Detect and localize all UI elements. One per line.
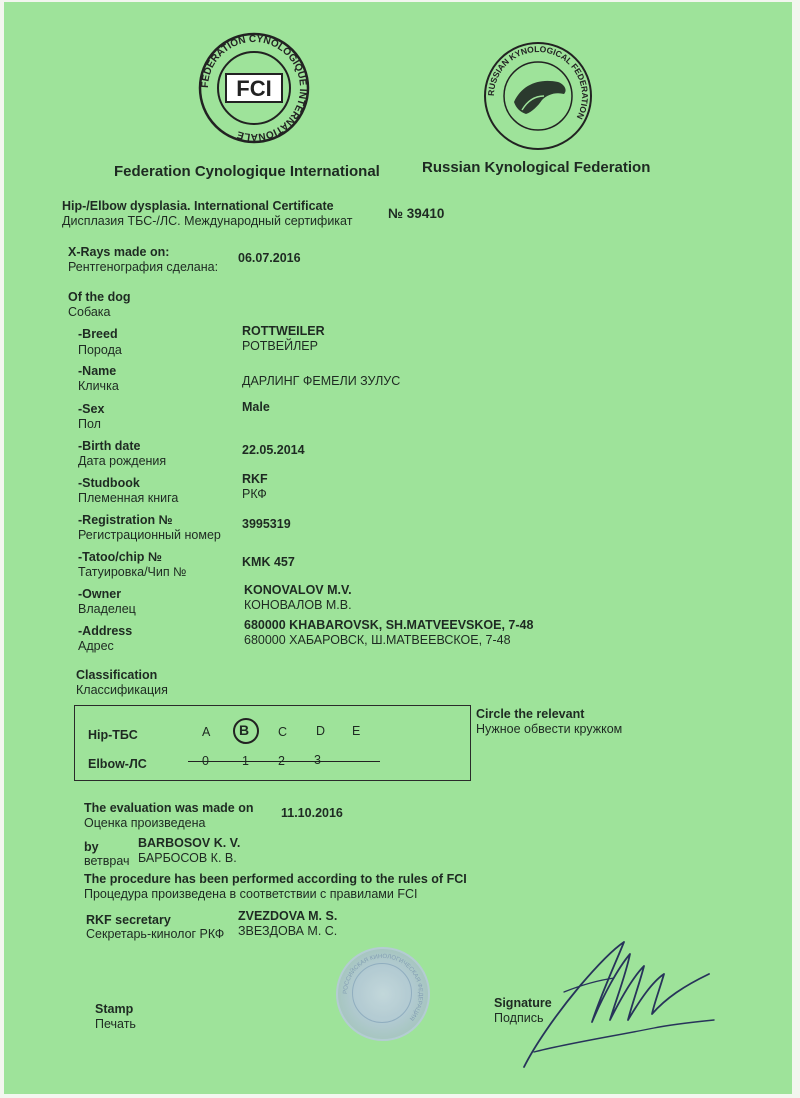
sex-label-en: -Sex [78,402,105,416]
vet-label: ветврач [84,854,130,868]
registration-label-en: -Registration № [78,513,173,527]
hip-grade-a: A [202,725,211,739]
circle-relevant-en: Circle the relevant [476,707,585,721]
registration-label-ru: Регистрационный номер [78,528,221,542]
stamp-label-ru: Печать [95,1017,136,1031]
address-label-en: -Address [78,624,133,638]
rkf-stamp [336,947,430,1041]
hip-grade-d: D [316,724,326,738]
certificate-number: № 39410 [388,206,445,221]
circle-relevant-ru: Нужное обвести кружком [476,722,623,736]
birth-date-label-en: -Birth date [78,439,141,453]
stamp-label-en: Stamp [95,1002,134,1016]
certificate-title-en: Hip-/Elbow dysplasia. International Certificate [62,199,334,213]
owner-label-ru: Владелец [78,602,136,616]
elbow-grade-1: 1 [242,754,249,768]
chip-label-ru: Татуировка/Чип № [78,565,187,579]
handwritten-signature [504,932,734,1082]
chip-label-en: -Tatoo/chip № [78,550,162,564]
fci-logo-text: FCI [236,76,272,101]
signature-label-ru: Подпись [494,1011,544,1025]
breed-value-ru: РОТВЕЙЛЕР [242,339,318,353]
elbow-label: Elbow-ЛС [88,757,147,771]
hip-label: Hip-ТБС [88,728,138,742]
birth-date-value: 22.05.2014 [242,443,305,457]
secretary-name-ru: ЗВЕЗДОВА М. С. [238,924,338,938]
name-label-en: -Name [78,364,117,378]
evaluation-date: 11.10.2016 [281,806,343,820]
studbook-label-en: -Studbook [78,476,140,490]
xray-label-en: X-Rays made on: [68,245,170,259]
rkf-logo [482,40,594,152]
dog-section-en: Of the dog [68,290,131,304]
address-value-en: 680000 KHABAROVSK, SH.MATVEEVSKOE, 7-48 [244,618,534,632]
procedure-en: The procedure has been performed according to the rules of FCI [84,872,467,886]
elbow-grade-3: 3 [314,753,321,767]
sex-value: Male [242,400,270,414]
evaluation-label-en: The evaluation was made on [84,801,254,815]
stamp-ring [338,949,428,1039]
evaluation-label-ru: Оценка произведена [84,816,206,830]
chip-value: KMK 457 [242,555,295,569]
fci-name: Federation Cynologique International [114,163,380,180]
name-label-ru: Кличка [78,379,119,393]
elbow-grade-2: 2 [278,754,285,768]
certificate-title-ru: Дисплазия ТБС-/ЛС. Международный сертификат [62,214,353,228]
rkf-name: Russian Kynological Federation [422,159,651,176]
owner-value-en: KONOVALOV M.V. [244,583,352,597]
registration-value: 3995319 [242,517,291,531]
classification-label-en: Classification [76,668,158,682]
certificate-page [4,2,792,1094]
address-value-ru: 680000 ХАБАРОВСК, Ш.МАТВЕЕВСКОЕ, 7-48 [244,633,511,647]
owner-value-ru: КОНОВАЛОВ М.В. [244,598,352,612]
svg-text:РОССИЙСКАЯ КИНОЛОГИЧЕСКАЯ ФЕДЕ [343,954,423,1021]
secretary-name-en: ZVEZDOVA M. S. [238,909,338,923]
sex-label-ru: Пол [78,417,101,431]
classification-label-ru: Классификация [76,683,168,697]
by-label: by [84,840,99,854]
dog-head-icon [514,81,566,114]
studbook-value-en: RKF [242,472,268,486]
stamp-ring-text: РОССИЙСКАЯ КИНОЛОГИЧЕСКАЯ ФЕДЕРАЦИЯ [342,953,424,1022]
signature-label-en: Signature [494,996,552,1010]
hip-grade-c: C [278,725,288,739]
studbook-value-ru: РКФ [242,487,267,501]
vet-name-en: BARBOSOV K. V. [138,836,241,850]
elbow-grade-0: 0 [202,754,209,768]
vet-name-ru: БАРБОСОВ К. В. [138,851,237,865]
fci-logo [194,8,314,156]
studbook-label-ru: Племенная книга [78,491,179,505]
name-value: ДАРЛИНГ ФЕМЕЛИ ЗУЛУС [242,374,401,388]
breed-label-ru: Порода [78,343,122,357]
breed-label-en: -Breed [78,327,118,341]
xray-label-ru: Рентгенография сделана: [68,260,219,274]
breed-value-en: ROTTWEILER [242,324,325,338]
dog-section-ru: Собака [68,305,111,319]
address-label-ru: Адрес [78,639,114,653]
hip-grade-e: E [352,724,361,738]
procedure-ru: Процедура произведена в соответствии с правилами FCI [84,887,418,901]
fci-ring-text: FEDERATION CYNOLOGIQUE INTERNATIONALE [199,33,309,143]
rkf-ring-text: RUSSIAN KYNOLOGICAL FEDERATION [485,43,591,121]
owner-label-en: -Owner [78,587,122,601]
hip-grade-b: B [239,722,250,738]
xray-date: 06.07.2016 [238,251,301,265]
secretary-label-ru: Секретарь-кинолог РКФ [86,927,225,941]
secretary-label-en: RKF secretary [86,913,171,927]
birth-date-label-ru: Дата рождения [78,454,167,468]
